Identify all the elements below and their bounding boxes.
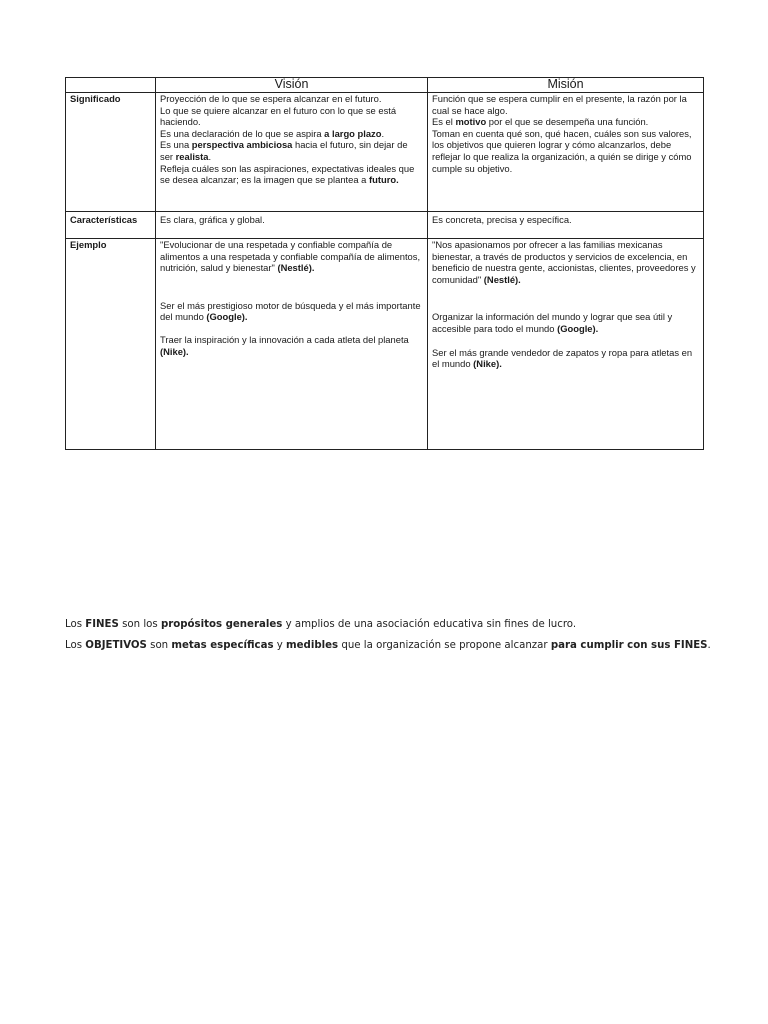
header-rule bbox=[588, 92, 703, 93]
header-rule bbox=[156, 92, 271, 93]
cell-significado-mision bbox=[428, 93, 704, 212]
example-google bbox=[432, 311, 699, 334]
header-rule bbox=[397, 92, 427, 93]
header-mision bbox=[428, 78, 704, 93]
brand: (Nike). bbox=[160, 345, 189, 357]
text: y amplios de una asociación educativa sin fines de lucro. bbox=[282, 619, 577, 630]
paragraph-objetivos bbox=[65, 640, 711, 651]
text: . bbox=[208, 150, 212, 162]
text-line bbox=[432, 116, 699, 128]
table-header-row bbox=[66, 78, 704, 93]
cell-ejemplo-mision bbox=[428, 239, 704, 450]
emphasis: FINES bbox=[85, 619, 119, 630]
text: "Nos apasionamos por ofrecer a las familias mexicanas bienestar, a través de productos y servicios de excelencia, en beneficio de nuestra gente, accionistas, clientes, proveedores y comunidad" bbox=[432, 239, 696, 285]
example-nestle bbox=[432, 239, 699, 285]
text: que la organización se propone alcanzar bbox=[338, 640, 551, 651]
text-line bbox=[160, 128, 423, 140]
text: Los bbox=[65, 619, 86, 630]
example-nike bbox=[432, 347, 699, 370]
emphasis: medibles bbox=[286, 640, 339, 651]
text: hacia el futuro, sin dejar de ser bbox=[160, 139, 408, 162]
emphasis: para cumplir con sus FINES bbox=[550, 640, 708, 651]
text-line: Proyección de lo que se espera alcanzar en el futuro. bbox=[160, 93, 382, 104]
emphasis: propósitos generales bbox=[160, 619, 283, 630]
table-row-caracteristicas bbox=[66, 212, 704, 239]
header-rule bbox=[428, 92, 543, 93]
text: . bbox=[381, 127, 385, 139]
text: Es una bbox=[160, 139, 192, 151]
table-row-ejemplo bbox=[66, 239, 704, 450]
text: "Evolucionar de una respetada y confiable compañía de alimentos a una respetada y confiable compañía de alimentos, nutrición, salud y bienestar" bbox=[160, 239, 421, 274]
text: Los bbox=[65, 640, 86, 651]
emphasis: metas específicas bbox=[171, 640, 274, 651]
brand: (Nike). bbox=[473, 358, 502, 370]
text: Es el bbox=[432, 116, 456, 128]
cell-caracteristicas-mision: Es concreta, precisa y específica. bbox=[428, 212, 704, 239]
text-line bbox=[160, 163, 423, 186]
brand: (Nestlé). bbox=[483, 273, 521, 285]
emphasis: OBJETIVOS bbox=[85, 640, 147, 651]
emphasis: perspectiva ambiciosa bbox=[191, 139, 293, 151]
vision-mision-table bbox=[65, 77, 704, 450]
text: Organizar la información del mundo y lograr que sea útil y accesible para todo el mundo bbox=[432, 311, 673, 334]
header-empty bbox=[66, 78, 156, 93]
example-nestle bbox=[160, 239, 423, 274]
text-line: Toman en cuenta qué son, qué hacen, cuáles son sus valores, los objetivos que quieren lograr y cómo alcanzarlos, debe reflejar lo que realiza la organización, a quién se dirige y cómo cumple su objetivo. bbox=[432, 127, 692, 174]
example-google bbox=[160, 300, 423, 323]
text: . bbox=[707, 640, 711, 651]
text-line: Lo que se quiere alcanzar en el futuro con lo que se está haciendo. bbox=[160, 104, 397, 128]
text: Refleja cuáles son las aspiraciones, expectativas ideales que se desea alcanzar; es la imagen que se plantea a bbox=[160, 162, 415, 186]
text: Ser el más prestigioso motor de búsqueda y el más importante del mundo bbox=[160, 299, 421, 323]
header-vision-label: Visión bbox=[274, 77, 309, 91]
text: son bbox=[146, 640, 172, 651]
brand: (Google). bbox=[557, 322, 599, 334]
paragraph-fines bbox=[65, 619, 576, 630]
header-vision bbox=[156, 78, 428, 93]
brand: (Nestlé). bbox=[277, 262, 315, 274]
text: son los bbox=[118, 619, 161, 630]
text-line: Función que se espera cumplir en el presente, la razón por la cual se hace algo. bbox=[432, 93, 687, 116]
text: Traer la inspiración y la innovación a cada atleta del planeta bbox=[160, 333, 409, 345]
emphasis: a largo plazo bbox=[324, 127, 382, 139]
text: Es una declaración de lo que se aspira bbox=[160, 127, 325, 139]
text: por el que se desempeña una función. bbox=[486, 116, 649, 128]
cell-caracteristicas-vision: Es clara, gráfica y global. bbox=[156, 212, 428, 239]
emphasis: futuro. bbox=[369, 174, 399, 186]
row-label-significado: Significado bbox=[66, 93, 156, 212]
emphasis: realista bbox=[175, 150, 209, 162]
table-row-significado bbox=[66, 93, 704, 212]
text: Ser el más grande vendedor de zapatos y ropa para atletas en el mundo bbox=[432, 346, 693, 370]
cell-significado-vision bbox=[156, 93, 428, 212]
row-label-ejemplo: Ejemplo bbox=[66, 239, 156, 450]
header-mision-label: Misión bbox=[547, 77, 584, 91]
text: y bbox=[273, 640, 287, 651]
brand: (Google). bbox=[206, 311, 248, 323]
example-nike bbox=[160, 334, 423, 357]
cell-ejemplo-vision bbox=[156, 239, 428, 450]
text-line bbox=[160, 139, 423, 162]
row-label-caracteristicas: Características bbox=[66, 212, 156, 239]
emphasis: motivo bbox=[455, 116, 487, 128]
